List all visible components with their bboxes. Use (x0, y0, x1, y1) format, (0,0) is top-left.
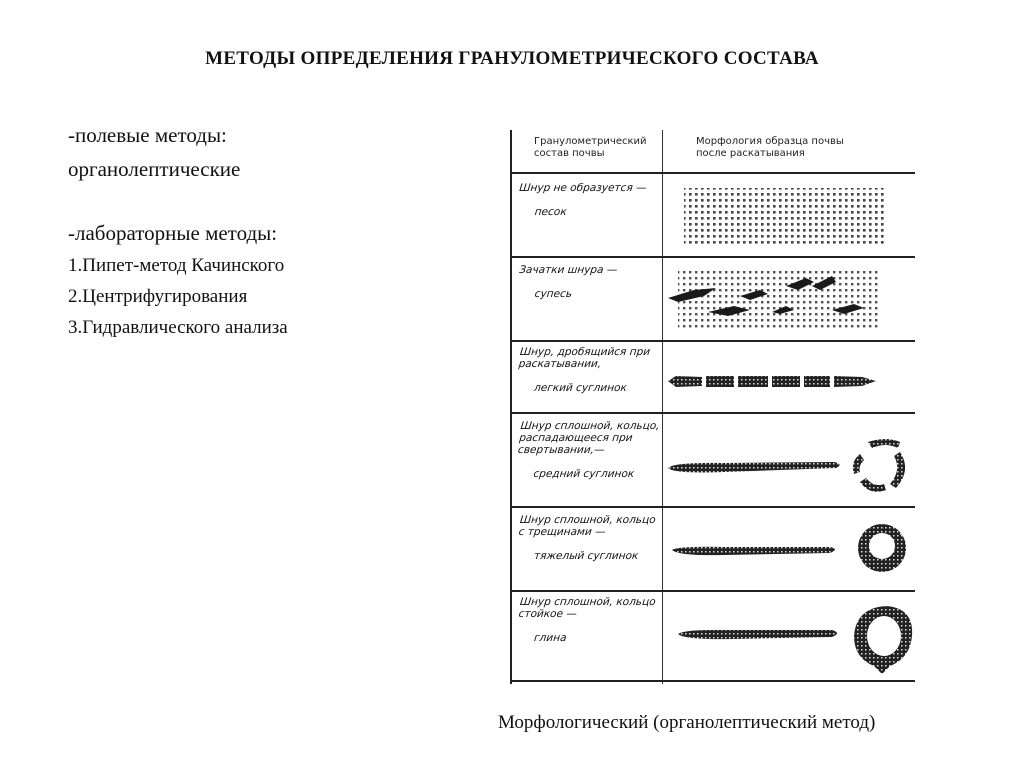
lab-method-3: 3.Гидравлического анализа (68, 317, 288, 338)
lab-methods-heading: -лабораторные методы: (68, 221, 278, 245)
row-divider (510, 412, 915, 414)
lab-method-1: 1.Пипет-метод Качинского (68, 255, 285, 276)
sand-sample-drawing (664, 180, 914, 250)
row-medium-loam-desc: Шнур сплошной, кольцо, распадающееся при свертывании,— (517, 420, 661, 456)
figure-left-border (510, 130, 512, 684)
row-divider (510, 340, 915, 342)
row-sandy-loam-label (516, 264, 660, 300)
sandy-loam-sample-drawing (664, 264, 914, 336)
row-heavy-loam-desc: Шнур сплошной, кольцо с трещинами — (518, 514, 657, 538)
page-title: МЕТОДЫ ОПРЕДЕЛЕНИЯ ГРАНУЛОМЕТРИЧЕСКОГО СОСТАВА (205, 48, 819, 69)
light-loam-sample-drawing (664, 366, 914, 396)
row-divider (510, 680, 915, 682)
medium-loam-sample-drawing (664, 426, 914, 504)
row-sand-soil: песок (534, 206, 568, 218)
row-divider (510, 506, 915, 508)
row-medium-loam-soil: средний суглинок (532, 468, 635, 480)
soil-roll-test-figure (510, 130, 920, 684)
row-divider (510, 256, 915, 258)
heavy-loam-sample-drawing (664, 518, 914, 586)
clay-sample-drawing (664, 600, 914, 676)
figure-column-divider (662, 130, 663, 684)
row-clay-desc: Шнур сплошной, кольцо стойкое — (518, 596, 657, 620)
row-sandy-loam-soil: супесь (534, 288, 573, 300)
row-medium-loam-label (515, 420, 661, 480)
figure-caption: Морфологический (органолептический метод) (498, 712, 876, 733)
row-light-loam-soil: легкий суглинок (533, 382, 628, 394)
field-methods-type: органолептические (68, 157, 241, 181)
field-methods-heading: -полевые методы: (68, 123, 227, 147)
row-light-loam-label (515, 346, 660, 394)
lab-method-2: 2.Центрифугирования (68, 286, 248, 307)
row-sand-label (516, 182, 660, 218)
col-header-composition: Гранулометрический состав почвы (534, 136, 647, 159)
col-header-morphology: Морфология образца почвы после раскатывания (696, 136, 844, 159)
row-clay-label (515, 596, 660, 644)
row-divider (510, 172, 915, 174)
row-sand-desc: Шнур не образуется — (518, 182, 648, 194)
row-heavy-loam-soil: тяжелый суглинок (533, 550, 639, 562)
row-heavy-loam-label (515, 514, 660, 562)
methods-list (68, 118, 468, 343)
row-divider (510, 590, 915, 592)
row-clay-soil: глина (533, 632, 568, 644)
row-light-loam-desc: Шнур, дробящийся при раскатывании, (518, 346, 651, 370)
row-sandy-loam-desc: Зачатки шнура — (518, 264, 618, 276)
